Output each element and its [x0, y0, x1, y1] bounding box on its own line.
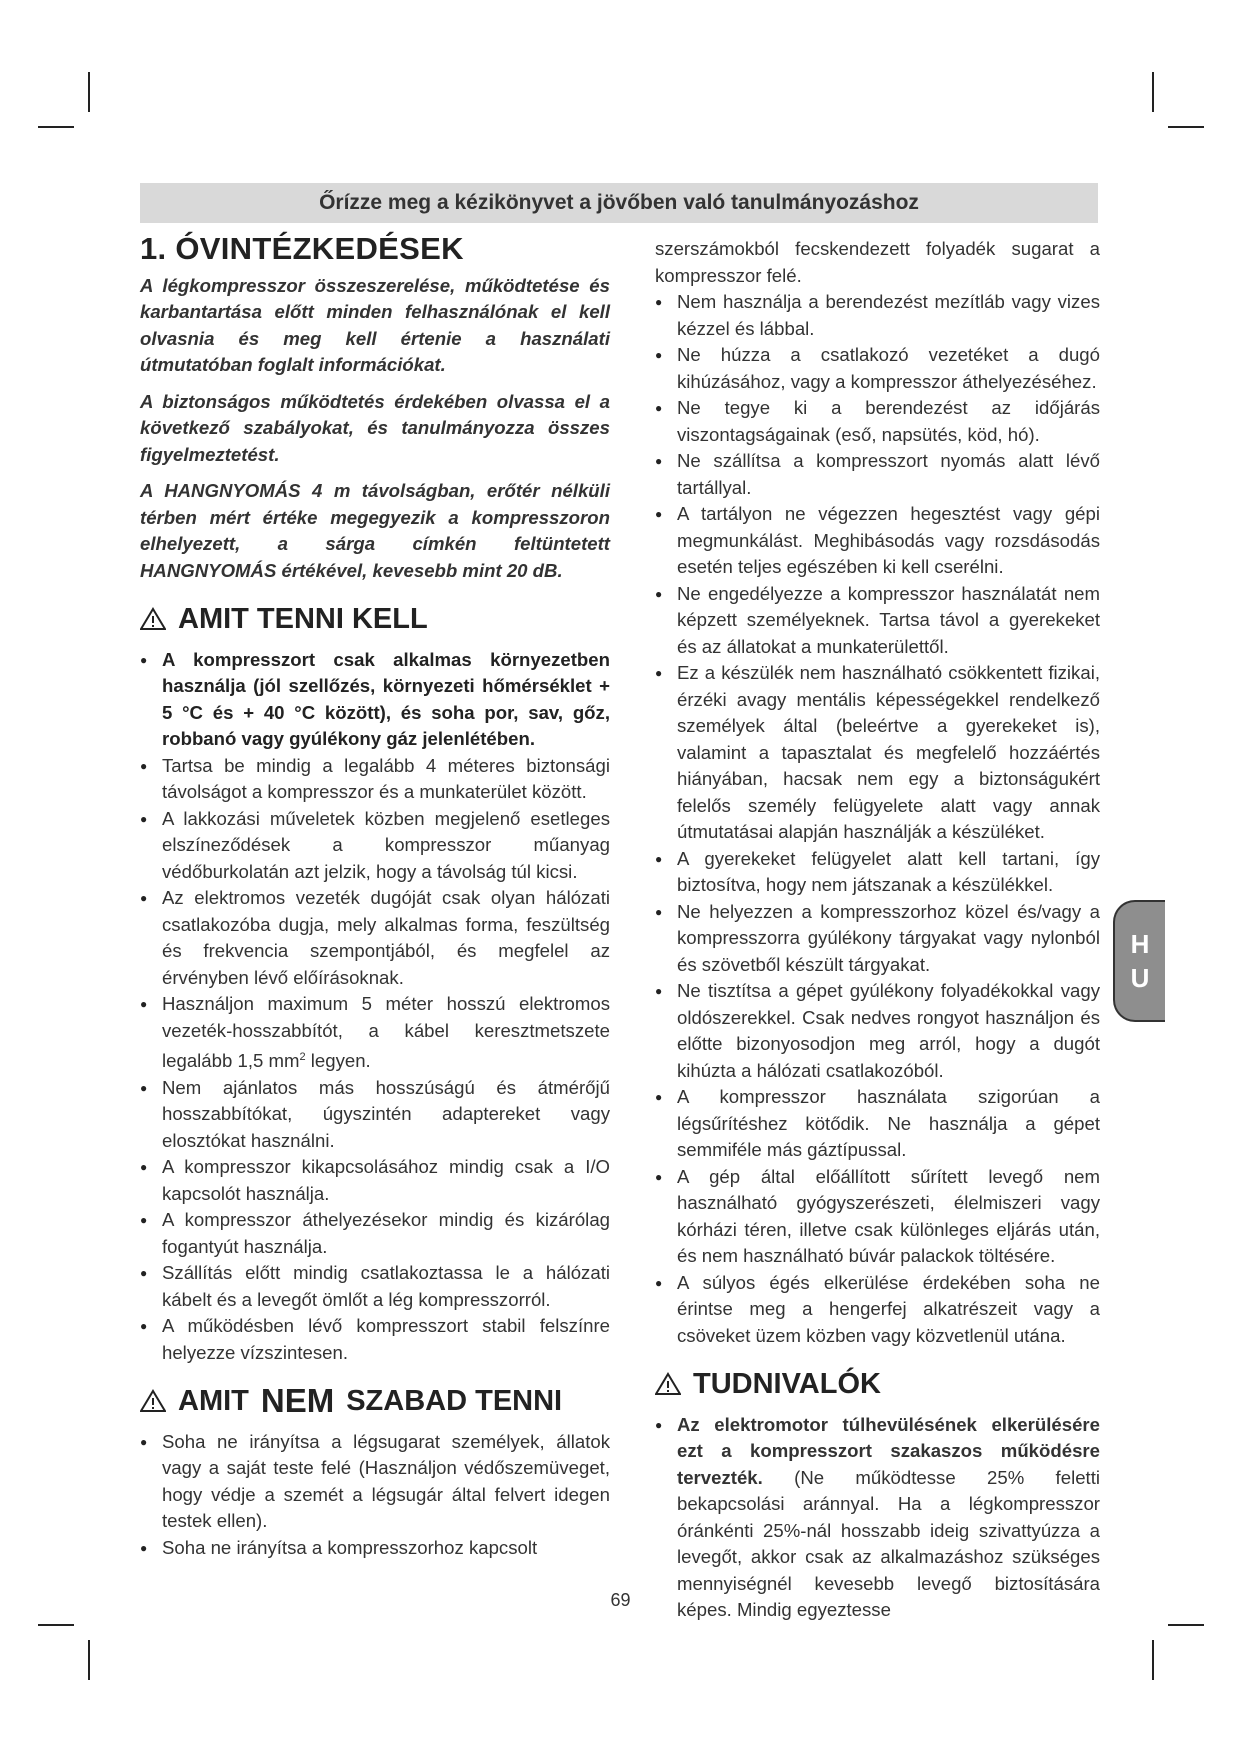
dont-list-continued [655, 289, 1100, 1349]
list-item-tail: legyen. [305, 1050, 371, 1072]
list-item: ● Szállítás előtt mindig csatlakoztassa le a hálózati kábelt és a levegőt ömlőt a lég kompresszorról. [140, 1260, 610, 1313]
list-item: ● Az elektromos vezeték dugóját csak olyan hálózati csatlakozóba dugja, mely alkalmas forma, feszültség és frekvencia szempontjából, és megfelel az érvényben lévő előírásoknak. [140, 885, 610, 991]
right-column [655, 236, 1100, 1624]
list-item: ● Soha ne irányítsa a légsugarat személyek, állatok vagy a saját teste felé (Használjon védőszemüveget, hogy védje a szemét a légsugár által felvert idegen testek ellen). [140, 1429, 610, 1535]
list-item: ● Ne tisztítsa a gépet gyúlékony folyadékokkal vagy oldószerekkel. Csak nedves rongyot használjon és előtte bizonyosodjon meg arról, hogy a dugót kihúzta a hálózati csatlakozóból. [655, 978, 1100, 1084]
list-item: ● Ne húzza a csatlakozó vezetéket a dugó kihúzásához, vagy a kompresszor áthelyezéséhez. [655, 342, 1100, 395]
superscript: 2 [299, 1051, 306, 1063]
crop-mark [1168, 126, 1204, 128]
note-section-title: TUDNIVALÓK [693, 1368, 881, 1400]
crop-mark [1152, 1640, 1154, 1680]
language-tab-letter: H [1130, 929, 1150, 959]
list-item: ● Ne engedélyezze a kompresszor használatát nem képzett személyeknek. Tartsa távol a gyerekeket és az állatokat a munkaterülettől. [655, 581, 1100, 661]
list-item: ● A kompresszor használata szigorúan a légsűrítéshez kötődik. Ne használja a gépet semmiféle más gáztípussal. [655, 1084, 1100, 1164]
dont-section-title-post: SZABAD TENNI [346, 1385, 563, 1418]
list-item: ● A gép által előállított sűrített levegő nem használható gyógyszerészeti, élelmiszeri vagy kórházi téren, illetve csak különleges eljárás után, és nem használható búvár palackok töltésére. [655, 1164, 1100, 1270]
dont-section-title-pre: AMIT [178, 1385, 249, 1418]
intro-paragraph: A HANGNYOMÁS 4 m távolságban, erőtér nélküli térben mért értéke megegyezik a kompresszoron elhelyezett, a sárga címkén feltüntetett HANGNYOMÁS értékével, kevesebb mint 20 dB. [140, 480, 610, 581]
list-item: ● A kompresszor áthelyezésekor mindig és kizárólag fogantyút használja. [140, 1207, 610, 1260]
crop-mark [88, 72, 90, 112]
list-item: ● A kompresszor kikapcsolásához mindig csak a I/O kapcsolót használja. [140, 1154, 610, 1207]
list-item: ● Ne helyezzen a kompresszorhoz közel és/vagy a kompresszorra gyúlékony tárgyakat vagy nylonból és szövetből készült tárgyakat. [655, 899, 1100, 979]
list-item-text: Használjon maximum 5 méter hosszú elektromos vezeték-hosszabbítót, a kábel keresztmetszete legalább 1,5 mm [162, 993, 610, 1072]
warning-icon [140, 607, 166, 631]
list-item: ● A működésben lévő kompresszort stabil felszínre helyezze vízszintesen. [140, 1313, 610, 1366]
warning-icon [140, 1389, 166, 1413]
intro-paragraph: A légkompresszor összeszerelése, működtetése és karbantartása előtt minden felhasználónak el kell olvasnia és meg kell értenie a használati útmutatóban foglalt információkat. [140, 274, 610, 375]
list-item: ● Ne tegye ki a berendezést az időjárás viszontagságainak (eső, napsütés, köd, hó). [655, 395, 1100, 448]
dont-list [140, 1429, 610, 1562]
crop-mark [38, 1624, 74, 1626]
continued-text: szerszámokból fecskendezett folyadék sugarat a kompresszor felé. [655, 238, 1100, 286]
language-tab-letter: U [1130, 963, 1150, 993]
do-section-title: AMIT TENNI KELL [178, 603, 428, 635]
list-item: ● A kompresszort csak alkalmas környezetben használja (jól szellőzés, környezeti hőmérséklet + 5 °C és + 40 °C között), és soha por, sav, gőz, robbanó vagy gyúlékony gáz jelenlétében. [140, 647, 610, 753]
list-item: ● Nem ajánlatos más hosszúságú és átmérőjű hosszabbítókat, úgyszintén adaptereket vagy elosztókat használni. [140, 1075, 610, 1155]
list-item: ● A gyerekeket felügyelet alatt kell tartani, így biztosítva, hogy nem játszanak a készülékkel. [655, 846, 1100, 899]
section-title: 1. ÓVINTÉZKEDÉSEK [140, 231, 464, 266]
list-item-text: (Ne működtesse 25% feletti bekapcsolási aránnyal. Ha a légkompresszor óránkénti 25%-nál hosszabb ideig szivattyúzza a levegőt, akkor csak az alkalmazáshoz szükséges mennyiségnél kevesebb levegő biztosítására képes. Mindig egyeztesse [677, 1466, 1100, 1620]
intro-paragraph: A biztonságos működtetés érdekében olvassa el a következő szabályokat, és tanulmányozza összes figyelmeztetést. [140, 390, 610, 465]
warning-icon [655, 1372, 681, 1396]
do-list [140, 647, 610, 1367]
note-section-heading [655, 1368, 1100, 1400]
left-column [140, 231, 610, 1561]
list-item-bold: Az elektromotor túlhevülésének elkerülésére ezt a kompresszort szakaszos működésre tervezték. [677, 1413, 1100, 1488]
list-item: ● Ez a készülék nem használható csökkentett fizikai, érzéki avagy mentális képességekkel rendelkező személyek által (beleértve a gyerekeket is), valamint a tapasztalat és megfelelő hozzáértés hiányában, hacsak nem egy a biztonságukért felelős személy felügyelete alatt vagy annak útmutatásai alapján használják a készüléket. [655, 660, 1100, 846]
list-item: ● Soha ne irányítsa a kompresszorhoz kapcsolt [140, 1535, 610, 1562]
dont-section-title-emphasis: NEM [260, 1382, 335, 1420]
list-item: ● A súlyos égés elkerülése érdekében soha ne érintse meg a hengerfej alkatrészeit vagy a csöveket üzem közben vagy közvetlenül utána. [655, 1270, 1100, 1350]
dont-section-heading [140, 1382, 610, 1420]
crop-mark [38, 126, 74, 128]
list-item: ● A lakkozási műveletek közben megjelenő esetleges elszíneződések a kompresszor műanyag védőburkolatán azt jelzik, hogy a távolság túl kicsi. [140, 806, 610, 886]
do-section-heading [140, 603, 610, 635]
list-item: ● Tartsa be mindig a legalább 4 méteres biztonsági távolságot a kompresszor és a munkaterület között. [140, 753, 610, 806]
list-item: ● Nem használja a berendezést mezítláb vagy vizes kézzel és lábbal. [655, 289, 1100, 342]
list-item: ● Ne szállítsa a kompresszort nyomás alatt lévő tartállyal. [655, 448, 1100, 501]
list-item [140, 991, 610, 1075]
crop-mark [88, 1640, 90, 1680]
language-tab [1113, 900, 1165, 1022]
crop-mark [1152, 72, 1154, 112]
crop-mark [1168, 1624, 1204, 1626]
list-item: ● A tartályon ne végezzen hegesztést vagy gépi megmunkálást. Meghibásodás vagy rozsdásodás esetén teljes egészében ki kell cserélni. [655, 501, 1100, 581]
page-number: 69 [610, 1590, 631, 1610]
page-header: Őrízze meg a kézikönyvet a jövőben való tanulmányozáshoz [140, 183, 1098, 223]
